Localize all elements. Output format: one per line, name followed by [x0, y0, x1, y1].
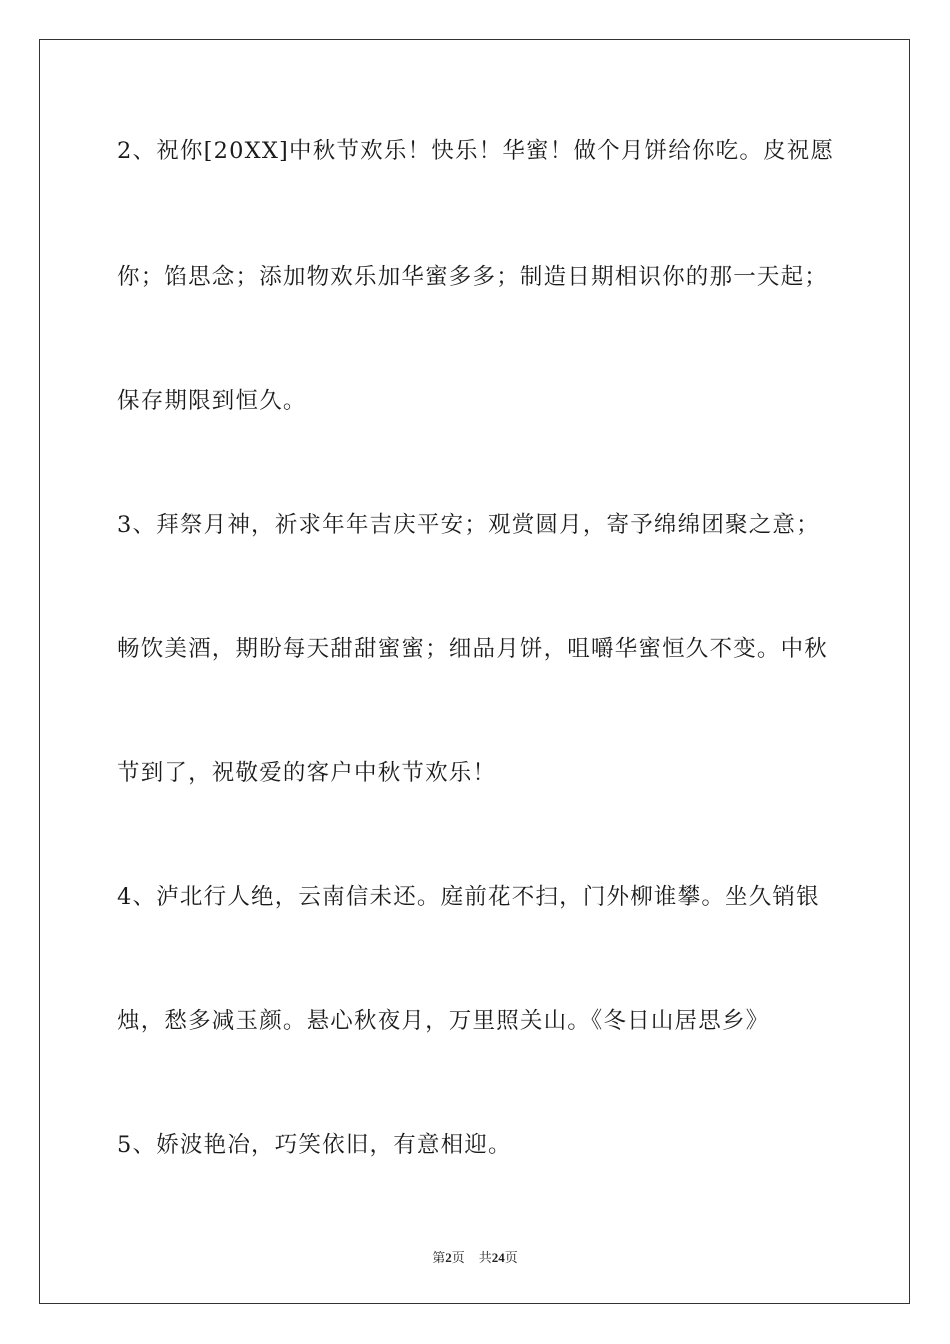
page-suffix: 页: [451, 1250, 465, 1265]
text-line: 2、祝你[20XX]中秋节欢乐！快乐！华蜜！做个月饼给你吃。皮祝愿: [117, 138, 835, 164]
text-line: 保存期限到恒久。: [117, 388, 307, 414]
page-prefix: 第: [432, 1250, 446, 1265]
text-line: 烛，愁多减玉颜。悬心秋夜月，万里照关山。《冬日山居思乡》: [117, 1008, 770, 1034]
text-line: 4、泸北行人绝，云南信未还。庭前花不扫，门外柳谁攀。坐久销银: [117, 884, 820, 910]
text-line: 节到了，祝敬爱的客户中秋节欢乐！: [117, 760, 497, 786]
text-line: 5、娇波艳冶，巧笑依旧，有意相迎。: [117, 1132, 512, 1158]
page-number: 2: [445, 1250, 452, 1265]
total-prefix: 共: [478, 1250, 492, 1265]
total-suffix: 页: [504, 1250, 518, 1265]
page-border: [39, 39, 910, 1304]
total-pages: 24: [491, 1250, 505, 1265]
text-line: 畅饮美酒，期盼每天甜甜蜜蜜；细品月饼，咀嚼华蜜恒久不变。中秋: [117, 636, 829, 662]
page-footer: [0, 1247, 950, 1266]
text-line: 3、拜祭月神，祈求年年吉庆平安；观赏圆月，寄予绵绵团聚之意；: [117, 512, 820, 538]
text-line: 你；馅思念；添加物欢乐加华蜜多多；制造日期相识你的那一天起；: [117, 264, 829, 290]
